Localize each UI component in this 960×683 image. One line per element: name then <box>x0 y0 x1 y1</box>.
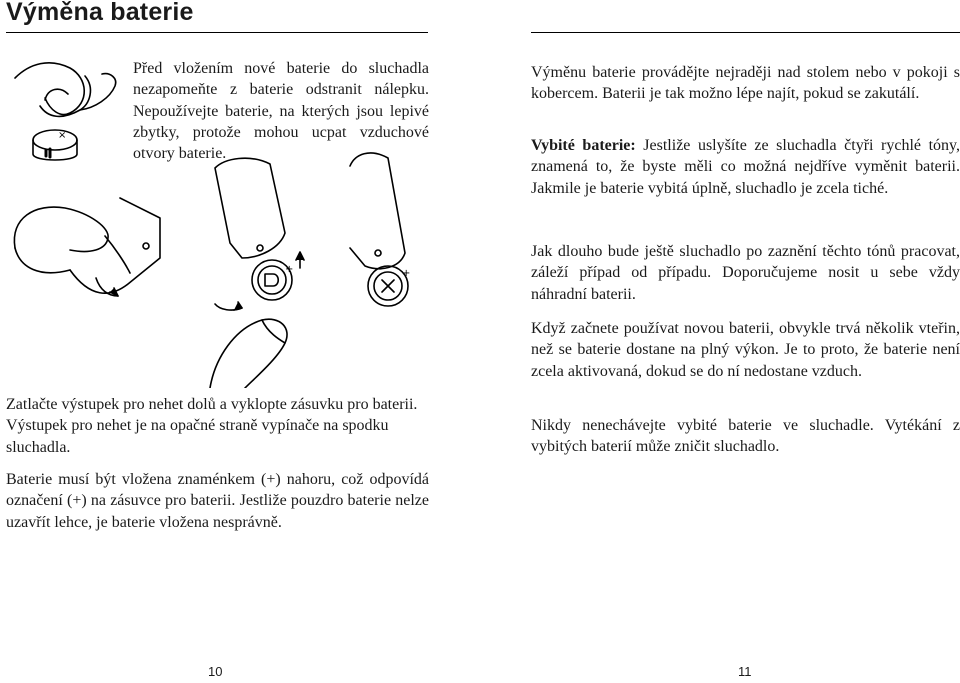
right-paragraph-4: Když začnete používat novou baterii, obvykle trvá několik vteřin, než se baterie dostane na plný výkon. Je to proto, že baterie není zcela aktivovaná, dokud se do ní nedostane vzduch. <box>531 320 960 380</box>
right-paragraph-5: Nikdy nenechávejte vybité baterie ve sluchadle. Vytékání z vybitých baterií může zničit sluchadlo. <box>531 417 960 456</box>
page-title: Výměna baterie <box>6 0 194 26</box>
title-rule-left <box>6 32 428 33</box>
right-paragraph-1: Výměnu baterie provádějte nejraději nad stolem nebo v pokoji s kobercem. Baterii je tak možno lépe najít, pokud se zakutálí. <box>531 64 960 103</box>
right-paragraph-2 <box>531 135 960 199</box>
dead-battery-heading: Vybité baterie: <box>531 137 636 154</box>
intro-paragraph: Před vložením nové baterie do sluchadla nezapomeňte z baterie odstranit nálepku. Nepoužívejte baterie, na kterých jsou lepivé zbytky, protože mohou ucpat vzduchové otvory baterie. <box>133 60 429 163</box>
instruction-paragraph-1: Zatlačte výstupek pro nehet dolů a vyklopte zásuvku pro baterii. Výstupek pro nehet je na opačné straně vypínače na spodku sluchadla. <box>6 396 418 456</box>
dead-battery-text: Jestliže uslyšíte ze sluchadla čtyři rychlé tóny, znamená to, že byste měli co možná nejdříve vyměnit baterii. Jakmile je baterie vybitá úplně, sluchadlo je zcela tiché. <box>531 137 960 197</box>
instruction-paragraph-2: Baterie musí být vložena znaménkem (+) nahoru, což odpovídá označení (+) na zásuvce pro baterii. Jestliže pouzdro baterie nelze uzavřít lehce, je baterie vložena nesprávně. <box>6 471 429 531</box>
title-rule-right <box>531 32 960 33</box>
right-paragraph-3: Jak dlouho bude ještě sluchadlo po zaznění těchto tónů pracovat, záleží případ od případu. Doporučujeme nosit u sebe vždy náhradní baterii. <box>531 243 960 303</box>
svg-text:+: + <box>402 268 411 279</box>
page-number-left: 10 <box>208 664 223 679</box>
svg-text:×: × <box>58 130 67 141</box>
page-number-right: 11 <box>738 664 752 679</box>
svg-text:+: + <box>285 264 294 275</box>
